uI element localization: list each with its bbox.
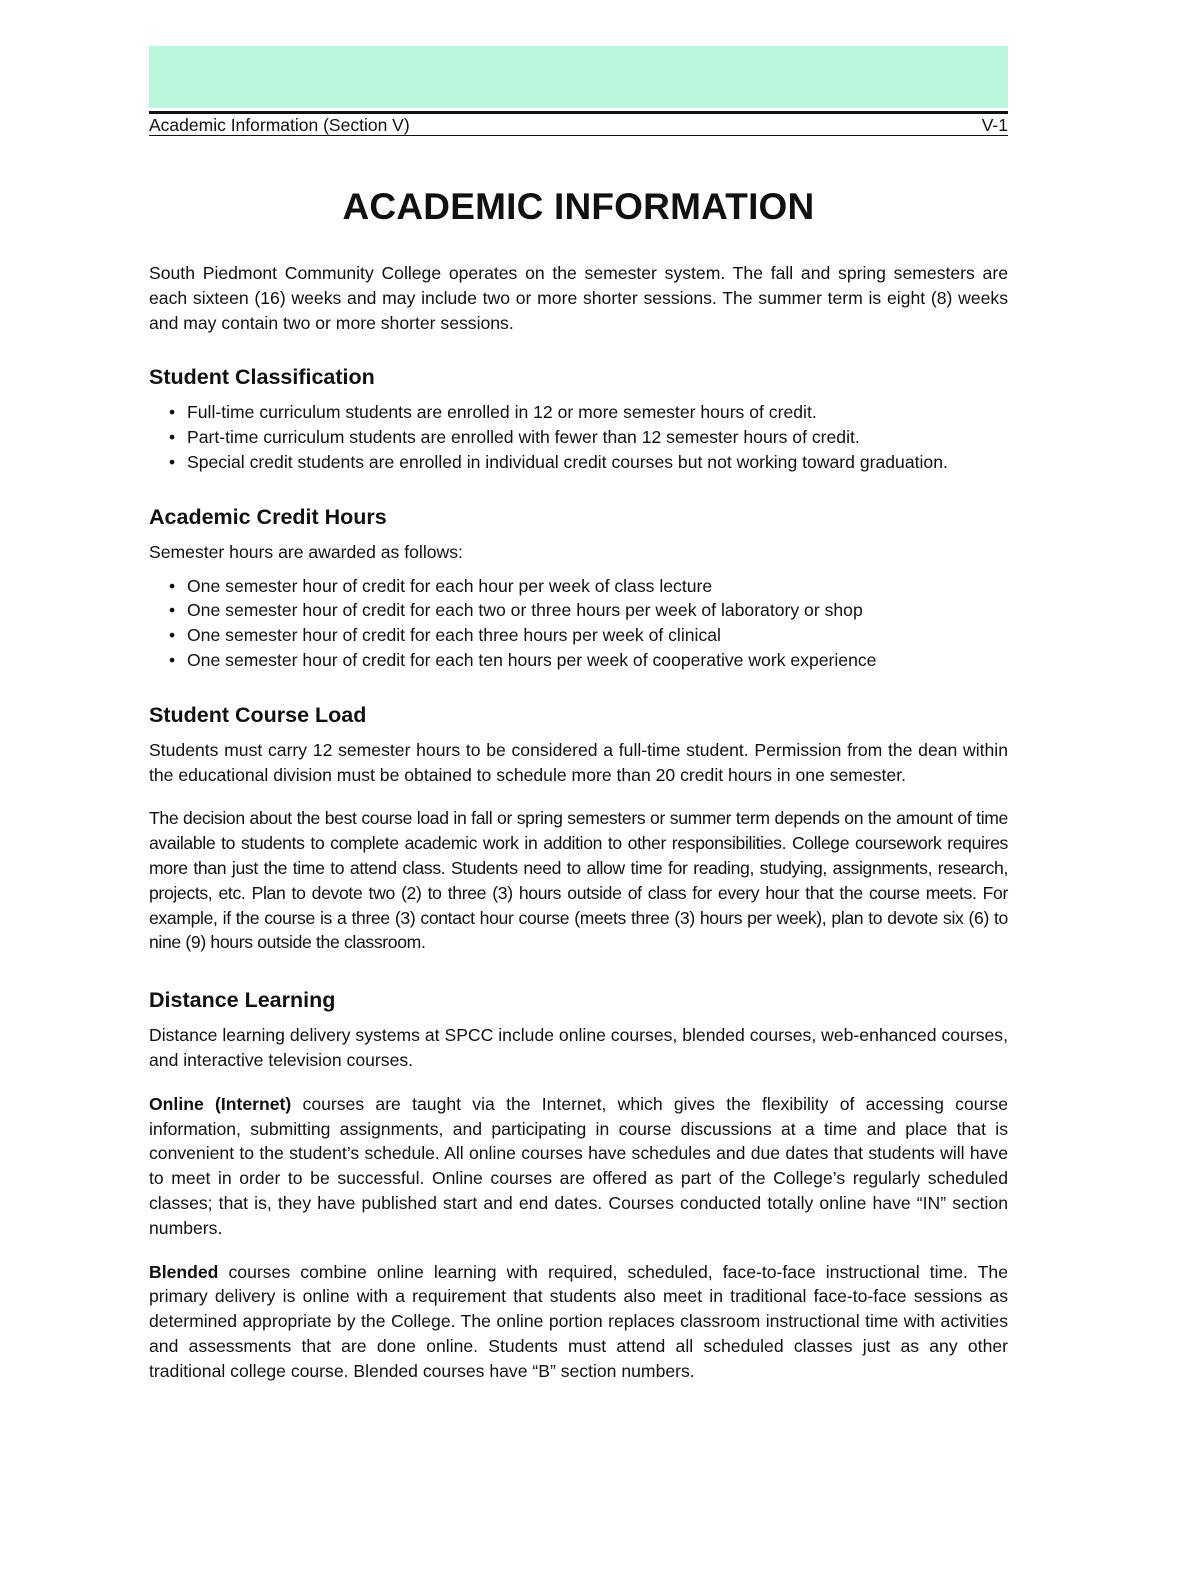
running-header-section: Academic Information (Section V) (149, 115, 410, 135)
online-courses-paragraph (149, 1092, 1008, 1241)
blended-term: Blended (149, 1261, 219, 1282)
heading-student-classification: Student Classification (149, 365, 375, 390)
list-item (149, 623, 1008, 648)
classification-list (149, 400, 1008, 474)
credit-list (149, 574, 1008, 673)
list-item (149, 450, 1008, 475)
header-rule-bottom (149, 135, 1008, 136)
list-item-text: Part-time curriculum students are enrolled with fewer than 12 semester hours of credit. (187, 427, 860, 448)
list-item-text: One semester hour of credit for each ten hours per week of cooperative work experience (187, 649, 877, 670)
list-item-text: Full-time curriculum students are enrolled in 12 or more semester hours of credit. (187, 402, 817, 423)
distance-learning-paragraph-1: Distance learning delivery systems at SPCC include online courses, blended courses, web-enhanced courses, and interactive television courses. (149, 1025, 1008, 1070)
heading-student-course-load: Student Course Load (149, 702, 367, 727)
list-item (149, 574, 1008, 599)
list-item (149, 425, 1008, 450)
course-load-paragraph-2: The decision about the best course load in fall or spring semesters or summer term depends on the amount of time available to students to complete academic work in addition to other responsibilities. College coursework requires more than just the time to attend class. Students need to allow time for reading, studying, assignments, research, projects, etc. Plan to devote two (2) to three (3) hours outside of class for every hour that the course meets. For example, if the course is a three (3) contact hour course (meets three (3) hours per week), plan to devote six (6) to nine (9) hours outside the classroom. (149, 808, 1008, 953)
bullet-icon: • (169, 600, 176, 621)
bullet-icon: • (169, 575, 176, 596)
bullet-icon: • (169, 625, 176, 646)
page-number: V-1 (981, 115, 1008, 135)
online-description: courses are taught via the Internet, which gives the flexibility of accessing course information, submitting assignments, and participating in course discussions at a time and place that is convenient to the student’s schedule. All online courses have schedules and due dates that students will have to meet in order to be successful. Online courses are offered as part of the College’s regularly scheduled classes; that is, they have published start and end dates. Courses conducted totally online have “IN” section numbers. (149, 1093, 1008, 1238)
bullet-icon: • (169, 427, 176, 448)
blended-courses-paragraph (149, 1260, 1008, 1384)
heading-distance-learning: Distance Learning (149, 988, 336, 1013)
credit-lead-text: Semester hours are awarded as follows: (149, 541, 463, 562)
list-item-text: Special credit students are enrolled in individual credit courses but not working toward graduation. (187, 451, 948, 472)
bullet-icon: • (169, 451, 176, 472)
list-item (149, 648, 1008, 673)
course-load-paragraph-1: Students must carry 12 semester hours to be considered a full-time student. Permission from the dean within the educational division must be obtained to schedule more than 20 credit hours in one semester. (149, 739, 1008, 785)
online-term: Online (Internet) (149, 1093, 292, 1114)
heading-academic-credit-hours: Academic Credit Hours (149, 504, 387, 529)
header-banner (149, 46, 1008, 108)
list-item (149, 598, 1008, 623)
page-title: ACADEMIC INFORMATION (342, 186, 815, 227)
running-header (149, 114, 1008, 135)
bullet-icon: • (169, 649, 176, 670)
bullet-icon: • (169, 402, 176, 423)
list-item (149, 400, 1008, 425)
list-item-text: One semester hour of credit for each hour per week of class lecture (187, 575, 713, 596)
blended-description: courses combine online learning with required, scheduled, face-to-face instructional time. The primary delivery is online with a requirement that students also meet in traditional face-to-face sessions as determined appropriate by the College. The online portion replaces classroom instructional time with activities and assessments that are done online. Students must attend all scheduled classes just as any other traditional college course. Blended courses have “B” section numbers. (149, 1261, 1008, 1381)
list-item-text: One semester hour of credit for each two or three hours per week of laboratory or shop (187, 600, 863, 621)
intro-paragraph: South Piedmont Community College operates on the semester system. The fall and spring semesters are each sixteen (16) weeks and may include two or more shorter sessions. The summer term is eight (8) weeks and may contain two or more shorter sessions. (149, 263, 1008, 333)
document-page (149, 46, 1008, 1384)
list-item-text: One semester hour of credit for each three hours per week of clinical (187, 625, 721, 646)
